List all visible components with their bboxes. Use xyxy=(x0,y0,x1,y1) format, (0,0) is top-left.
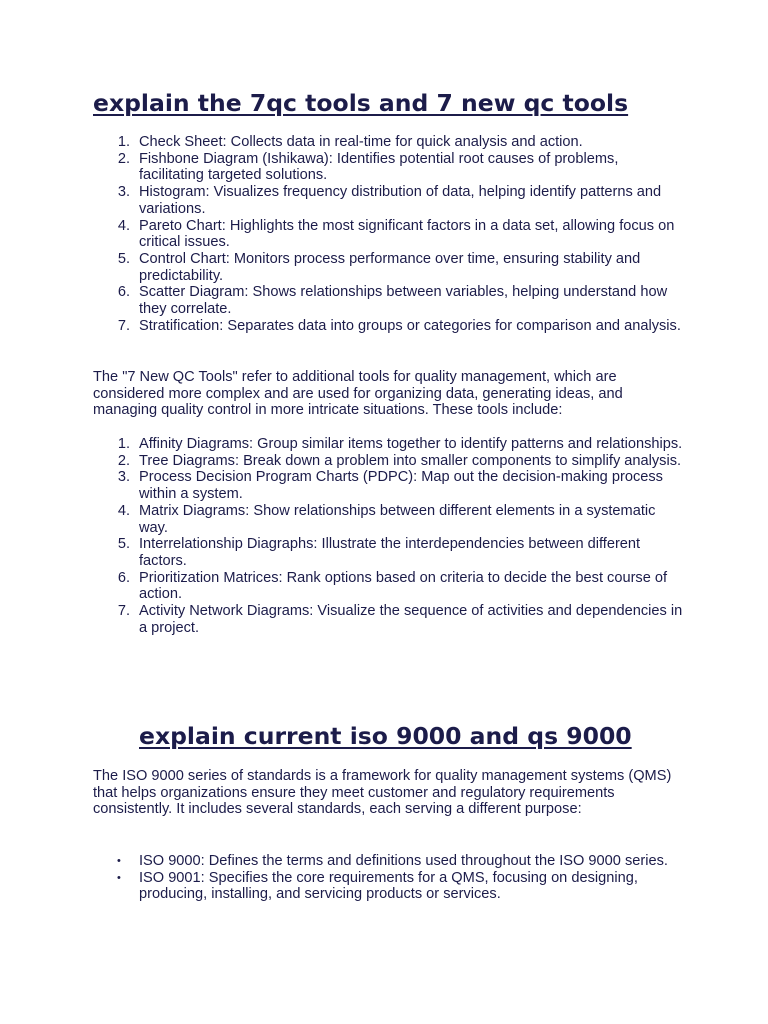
list-number: 5. xyxy=(117,536,130,553)
list-item xyxy=(93,151,683,184)
bullet-icon: • xyxy=(117,871,121,884)
bullet-icon: • xyxy=(117,855,121,867)
list-item xyxy=(93,284,683,317)
list-item xyxy=(93,536,683,569)
list-item xyxy=(93,134,683,151)
list-number: 2. xyxy=(117,452,130,469)
list-item xyxy=(93,469,683,502)
list-item-text: Prioritization Matrices: Rank options based on criteria to decide the best course of action. xyxy=(139,569,668,603)
list-number: 6. xyxy=(117,569,130,586)
list-number: 7. xyxy=(117,317,130,334)
iso-intro xyxy=(93,768,683,818)
list-item xyxy=(93,853,683,870)
list-number: 2. xyxy=(117,150,130,167)
list-item-text: Control Chart: Monitors process performance over time, ensuring stability and predictability. xyxy=(139,250,641,284)
list-number: 3. xyxy=(117,184,130,201)
list-item xyxy=(93,503,683,536)
list-item-text: Affinity Diagrams: Group similar items together to identify patterns and relationships. xyxy=(139,436,683,452)
paragraph-text: The "7 New QC Tools" refer to additional tools for quality management, which are considered more complex and are used for organizing data, generating ideas, and managing quality control in more intricate situations. These tools include: xyxy=(93,369,623,419)
list-item-text: Activity Network Diagrams: Visualize the sequence of activities and dependencies in a project. xyxy=(139,603,683,636)
list-item xyxy=(93,318,683,335)
list-item-text: Fishbone Diagram (Ishikawa): Identifies potential root causes of problems, facilitating targeted solutions. xyxy=(139,150,619,184)
list-item-text: Stratification: Separates data into groups or categories for comparison and analysis. xyxy=(139,317,681,334)
list-number: 5. xyxy=(117,250,130,267)
list-item xyxy=(93,251,683,284)
list-item-text: Pareto Chart: Highlights the most significant factors in a data set, allowing focus on critical issues. xyxy=(139,217,675,251)
list-item xyxy=(93,184,683,217)
list-item-text: Matrix Diagrams: Show relationships between different elements in a systematic way. xyxy=(139,502,656,536)
list-item-text: Scatter Diagram: Shows relationships between variables, helping understand how they correlate. xyxy=(139,284,668,318)
list-number: 3. xyxy=(117,469,130,486)
section-heading-qc-tools: explain the 7qc tools and 7 new qc tools xyxy=(93,89,629,117)
list-item-text: Check Sheet: Collects data in real-time for quick analysis and action. xyxy=(139,134,583,150)
section-heading-iso: explain current iso 9000 and qs 9000 xyxy=(139,722,632,750)
new-qc-tools-list xyxy=(93,436,683,636)
list-item xyxy=(93,218,683,251)
iso-standards-list xyxy=(93,853,683,903)
list-item-text: Histogram: Visualizes frequency distribution of data, helping identify patterns and variations. xyxy=(139,184,662,217)
list-number: 6. xyxy=(117,284,130,301)
list-number: 4. xyxy=(117,217,130,234)
new-qc-tools-intro xyxy=(93,369,683,419)
list-item xyxy=(93,603,683,636)
list-item xyxy=(93,453,683,470)
paragraph-text: The ISO 9000 series of standards is a framework for quality management systems (QMS) that helps organizations ensure they meet customer and regulatory requirements consistently. It includes several standards, each serving a different purpose: xyxy=(93,768,672,818)
list-number: 1. xyxy=(117,134,130,150)
qc-tools-list xyxy=(93,134,683,334)
list-number: 1. xyxy=(117,436,130,452)
list-number: 4. xyxy=(117,502,130,519)
list-item-text: ISO 9001: Specifies the core requirements for a QMS, focusing on designing, producing, installing, and servicing products or services. xyxy=(139,869,638,903)
list-item-text: Tree Diagrams: Break down a problem into smaller components to simplify analysis. xyxy=(139,452,682,469)
list-item xyxy=(93,870,683,903)
list-item-text: Interrelationship Diagraphs: Illustrate the interdependencies between different factors. xyxy=(139,536,641,569)
list-item-text: Process Decision Program Charts (PDPC): Map out the decision-making process within a system. xyxy=(139,469,663,503)
list-item xyxy=(93,436,683,453)
list-item xyxy=(93,570,683,603)
list-item-text: ISO 9000: Defines the terms and definitions used throughout the ISO 9000 series. xyxy=(139,853,668,869)
list-number: 7. xyxy=(117,603,130,620)
